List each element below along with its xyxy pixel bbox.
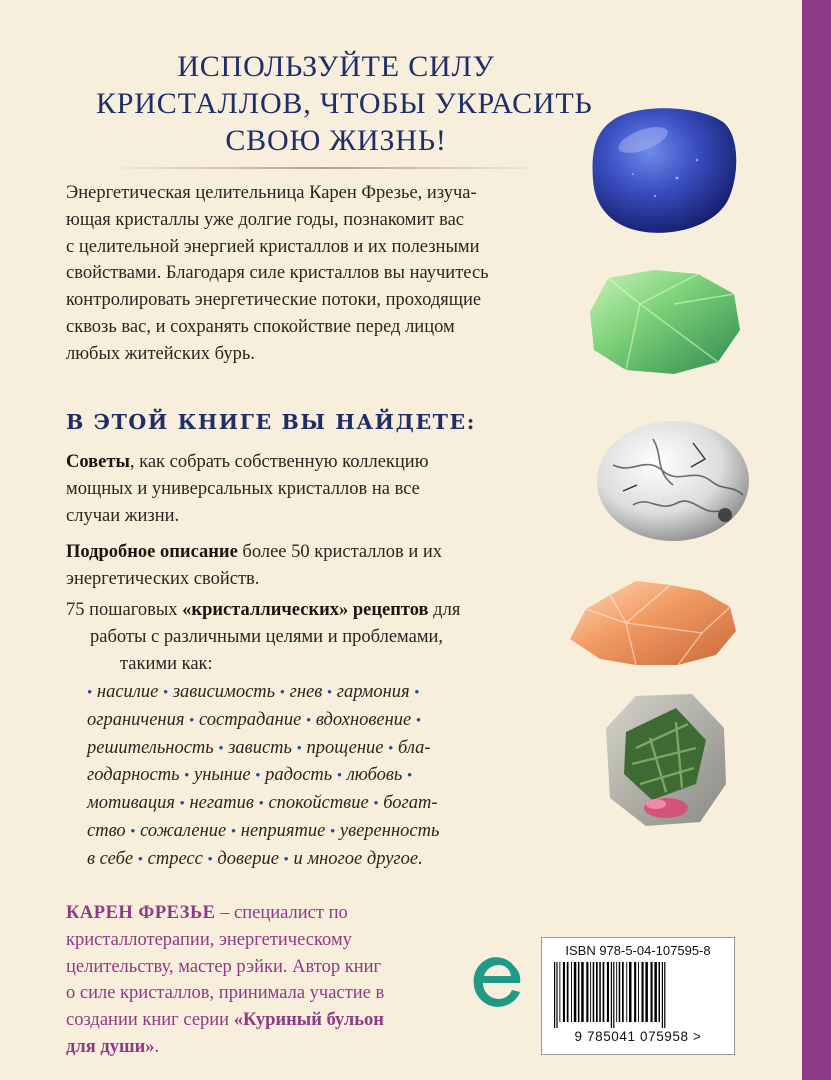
topic-tag-list: [87, 679, 547, 874]
topic-tag: насилие: [96, 682, 159, 702]
topic-tag: спокойствие: [268, 793, 369, 814]
barcode-bar: [616, 962, 617, 1022]
barcode-bars: [552, 962, 724, 1028]
author-line: целительству, мастер рэйки. Автор книг: [66, 956, 382, 977]
topic-tag: ство: [87, 820, 126, 841]
barcode-bar: [642, 962, 644, 1022]
bullet-dot-icon: •: [283, 851, 289, 868]
tag-line: [87, 846, 547, 874]
recipes-line: такими как:: [120, 653, 213, 674]
headline-line: ИСПОЛЬЗУЙТЕ СИЛУ: [177, 50, 495, 83]
tag-line: [87, 735, 547, 763]
advice-line: случаи жизни.: [66, 505, 180, 526]
tag-line: [87, 818, 547, 846]
author-line: кристаллотерапии, энергетическому: [66, 929, 352, 950]
description-bold: Подробное описание: [66, 542, 238, 562]
page-headline: [96, 48, 593, 159]
tag-line: [87, 790, 547, 818]
topic-tag: бла-: [398, 737, 431, 758]
intro-line: свойствами. Благодаря силе кристаллов вы научитесь: [66, 263, 489, 284]
bullet-dot-icon: •: [336, 768, 343, 785]
topic-tag: уныние: [194, 765, 251, 786]
topic-tag: и многое другое.: [293, 848, 423, 869]
topic-tag: гармония: [336, 682, 410, 702]
barcode-bar: [554, 962, 555, 1028]
barcode-bar: [563, 962, 565, 1022]
bullet-dot-icon: •: [415, 712, 422, 729]
barcode-bar: [629, 962, 632, 1022]
series-title-bold: «Куриный бульон: [233, 1010, 384, 1031]
cover-spine-stripe: [802, 0, 831, 1080]
topic-tag: зависть: [228, 737, 292, 758]
topic-tag: гнев: [289, 682, 323, 702]
isbn-text: ISBN 978-5-04-107595-8: [565, 943, 711, 958]
headline-divider: [106, 167, 546, 169]
bullet-dot-icon: •: [184, 768, 190, 785]
author-bio: [66, 900, 436, 1061]
topic-tag: радость: [265, 765, 333, 786]
topic-tag: мотивация: [87, 793, 175, 814]
bullet-dot-icon: •: [87, 685, 93, 701]
barcode-bar: [581, 962, 584, 1022]
bullet-dot-icon: •: [207, 851, 213, 868]
barcode-bar: [638, 962, 639, 1022]
author-text: создании книг серии: [66, 1010, 234, 1031]
barcode-bar: [590, 962, 591, 1022]
bullet-dot-icon: •: [230, 823, 237, 840]
recipes-prefix: 75 пошаговых: [66, 600, 183, 620]
barcode-bar: [586, 962, 588, 1022]
intro-line: любых житейских бурь.: [66, 343, 255, 364]
barcode-bar: [574, 962, 577, 1022]
barcode-bar: [626, 962, 627, 1022]
recipes-line: работы с различными целями и проблемами,: [90, 626, 444, 647]
bullet-dot-icon: •: [373, 796, 379, 813]
advice-paragraph: [66, 449, 429, 529]
bullet-dot-icon: •: [305, 712, 312, 729]
bullet-dot-icon: •: [162, 685, 169, 701]
bullet-dot-icon: •: [137, 851, 143, 868]
bullet-dot-icon: •: [326, 685, 333, 701]
tag-line: [87, 762, 547, 790]
author-text: – специалист по: [215, 903, 348, 923]
topic-tag: любовь: [346, 765, 403, 786]
recipes-bold: «кристаллических» рецептов: [182, 600, 429, 620]
barcode-bar: [651, 962, 653, 1022]
advice-bold: Советы: [66, 452, 130, 472]
green-fluorite-stone-image: [578, 264, 746, 380]
barcode-bar: [645, 962, 648, 1022]
topic-tag: сострадание: [198, 709, 302, 730]
topic-tag: негатив: [189, 793, 254, 814]
topic-tag: стресс: [147, 848, 203, 869]
recipes-suffix: для: [428, 600, 461, 620]
barcode-bar: [613, 962, 614, 1028]
author-name: КАРЕН ФРЕЗЬЕ: [66, 903, 216, 923]
bullet-dot-icon: •: [279, 685, 285, 701]
bullet-dot-icon: •: [258, 796, 264, 813]
description-paragraph: [66, 539, 442, 593]
topic-tag: уверенность: [339, 820, 440, 841]
barcode-bar: [556, 962, 557, 1028]
barcode-bar: [634, 962, 636, 1022]
headline-line: СВОЮ ЖИЗНЬ!: [225, 124, 447, 157]
intro-line: Энергетическая целительница Карен Фрезье, изуча-: [66, 183, 477, 203]
intro-line: сквозь вас, и сохранять спокойствие перед лицом: [66, 316, 455, 337]
topic-tag: годарность: [87, 765, 180, 786]
barcode-bar: [619, 962, 621, 1022]
barcode-bar: [567, 962, 569, 1022]
bullet-dot-icon: •: [406, 768, 413, 785]
advice-line: мощных и универсальных кристаллов на все: [66, 478, 420, 499]
bullet-dot-icon: •: [296, 740, 302, 757]
advice-text: , как собрать собственную коллекцию: [129, 452, 429, 472]
isbn-barcode: [541, 937, 735, 1055]
tag-line: [87, 707, 547, 735]
barcode-bar: [664, 962, 665, 1028]
orange-calcite-stone-image: [566, 573, 740, 671]
topic-tag: богат-: [383, 793, 438, 814]
barcode-bar: [596, 962, 598, 1022]
intro-line: ющая кристаллы уже долгие годы, познакомит вас: [66, 209, 465, 230]
barcode-digits: 9 785041 075958 >: [574, 1029, 702, 1044]
barcode-bar: [662, 962, 663, 1028]
headline-line: КРИСТАЛЛОВ, ЧТОБЫ УКРАСИТЬ: [96, 87, 593, 120]
barcode-bar: [654, 962, 657, 1022]
author-text: .: [154, 1036, 160, 1057]
recipes-paragraph: [66, 597, 460, 677]
blue-lapis-stone-image: [585, 100, 743, 240]
bullet-dot-icon: •: [329, 823, 336, 840]
barcode-bar: [611, 962, 612, 1028]
topic-tag: вдохновение: [315, 709, 412, 730]
bullet-dot-icon: •: [130, 823, 136, 840]
series-title-bold: для души»: [66, 1036, 155, 1057]
bullet-dot-icon: •: [218, 740, 224, 757]
eksmo-logo-icon: [468, 952, 526, 1012]
topic-tag: неприятие: [240, 820, 326, 841]
tag-line: [87, 679, 547, 707]
bullet-dot-icon: •: [189, 712, 195, 729]
description-text: более 50 кристаллов и их: [237, 542, 443, 562]
section-title: В ЭТОЙ КНИГЕ ВЫ НАЙДЕТЕ:: [66, 410, 476, 434]
barcode-bar: [603, 962, 605, 1022]
intro-line: с целительной энергией кристаллов и их полезными: [66, 236, 480, 257]
barcode-bar: [559, 962, 560, 1022]
topic-tag: решительность: [87, 737, 214, 758]
topic-tag: ограничения: [87, 709, 185, 730]
barcode-bar: [607, 962, 609, 1022]
barcode-bar: [593, 962, 595, 1022]
description-line: энергетических свойств.: [66, 568, 260, 589]
bullet-dot-icon: •: [414, 685, 420, 701]
barcode-bar: [571, 962, 572, 1022]
topic-tag: сожаление: [140, 820, 227, 841]
topic-tag: в себе: [87, 848, 134, 869]
barcode-bar: [659, 962, 661, 1022]
author-line: о силе кристаллов, принимала участие в: [66, 983, 385, 1004]
topic-tag: зависимость: [172, 682, 276, 702]
bullet-dot-icon: •: [388, 740, 394, 757]
bullet-dot-icon: •: [179, 796, 185, 813]
barcode-bar: [599, 962, 601, 1022]
intro-paragraph: [66, 180, 591, 368]
topic-tag: доверие: [217, 848, 279, 869]
white-howlite-stone-image: [593, 415, 755, 547]
topic-tag: прощение: [306, 737, 384, 758]
intro-line: контролировать энергетические потоки, проходящие: [66, 290, 482, 311]
barcode-bar: [578, 962, 580, 1022]
bullet-dot-icon: •: [255, 768, 261, 785]
barcode-bar: [622, 962, 624, 1022]
tourmaline-cluster-stone-image: [596, 688, 732, 830]
